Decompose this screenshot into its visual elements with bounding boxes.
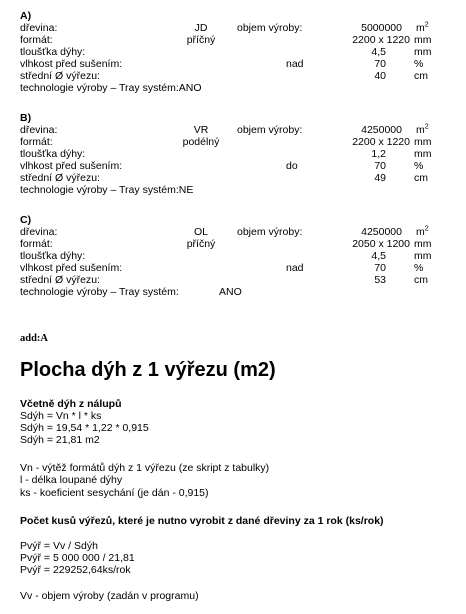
volume-unit-text: m — [416, 226, 425, 238]
moisture-unit: % — [414, 160, 424, 172]
section-letter: C) — [20, 214, 32, 226]
volume-unit-text: m — [416, 22, 425, 34]
volume-value: 5000000 — [361, 22, 402, 34]
wood-value: OL — [193, 226, 208, 238]
volume-unit — [416, 226, 429, 238]
volume-unit — [416, 124, 429, 136]
volume-value: 4250000 — [361, 124, 402, 136]
technology-line: technologie výroby – Tray systém:ANO — [20, 82, 202, 94]
cut-value: příčný — [186, 238, 216, 250]
thickness-unit: mm — [414, 148, 432, 160]
thickness-unit: mm — [414, 250, 432, 262]
format-unit: mm — [414, 34, 432, 46]
moisture-value: 70 — [374, 262, 386, 274]
volume-unit-superscript: 2 — [424, 123, 429, 131]
section-letter: B) — [20, 112, 32, 124]
legend-line: l - délka loupané dýhy — [20, 474, 123, 486]
block2-line: Pvýř = Vv / Sdýh — [20, 540, 98, 552]
thickness-value: 4,5 — [371, 46, 386, 58]
volume-label: objem výroby: — [237, 226, 303, 238]
volume-unit-superscript: 2 — [424, 21, 429, 29]
thickness-value: 1,2 — [371, 148, 386, 160]
block1-line: Sdýh = 19,54 * 1,22 * 0,915 — [20, 422, 149, 434]
moisture-unit: % — [414, 58, 424, 70]
thickness-label: tloušťka dýhy: — [20, 250, 86, 262]
wood-value: JD — [194, 22, 208, 34]
diameter-unit: cm — [414, 70, 428, 82]
diameter-unit: cm — [414, 274, 428, 286]
wood-value: VR — [193, 124, 209, 136]
block2-title: Počet kusů výřezů, které je nutno vyrobit z dané dřeviny za 1 rok (ks/rok) — [20, 515, 384, 527]
volume-unit — [416, 22, 429, 34]
diameter-value: 49 — [374, 172, 386, 184]
thickness-value: 4,5 — [371, 250, 386, 262]
volume-unit-text: m — [416, 124, 425, 136]
block1-title: Včetně dýh z nálupů — [20, 398, 122, 410]
format-label: formát: — [20, 238, 53, 250]
block2-line: Pvýř = 229252,64ks/rok — [20, 564, 131, 576]
moisture-value: 70 — [374, 58, 386, 70]
format-value: 2200 x 1220 — [352, 34, 410, 46]
moisture-label: vlhkost před sušením: — [20, 58, 123, 70]
format-value: 2200 x 1220 — [352, 136, 410, 148]
thickness-label: tloušťka dýhy: — [20, 46, 86, 58]
diameter-value: 53 — [374, 274, 386, 286]
volume-unit-superscript: 2 — [424, 225, 429, 233]
diameter-unit: cm — [414, 172, 428, 184]
format-unit: mm — [414, 238, 432, 250]
footer-note: Vv - objem výroby (zadán v programu) — [20, 590, 199, 602]
block1-line: Sdýh = 21,81 m2 — [20, 434, 100, 446]
cut-value: podélný — [182, 136, 220, 148]
volume-label: objem výroby: — [237, 124, 303, 136]
format-label: formát: — [20, 136, 53, 148]
diameter-label: střední Ø výřezu: — [20, 274, 100, 286]
moisture-label: vlhkost před sušením: — [20, 262, 123, 274]
moisture-unit: % — [414, 262, 424, 274]
diameter-label: střední Ø výřezu: — [20, 70, 100, 82]
legend-line: Vn - výtěž formátů dýh z 1 výřezu (ze skript z tabulky) — [20, 462, 270, 474]
section-letter: A) — [20, 10, 32, 22]
moisture-value: 70 — [374, 160, 386, 172]
main-heading: Plocha dýh z 1 výřezu (m2) — [20, 359, 276, 381]
format-label: formát: — [20, 34, 53, 46]
cut-value: příčný — [186, 34, 216, 46]
wood-label: dřevina: — [20, 22, 58, 34]
wood-label: dřevina: — [20, 226, 58, 238]
add-label: add:A — [20, 333, 49, 344]
volume-value: 4250000 — [361, 226, 402, 238]
moisture-modifier: do — [286, 160, 298, 172]
block1-line: Sdýh = Vn * l * ks — [20, 410, 102, 422]
thickness-label: tloušťka dýhy: — [20, 148, 86, 160]
format-unit: mm — [414, 136, 432, 148]
technology-value: ANO — [219, 286, 242, 298]
volume-label: objem výroby: — [237, 22, 303, 34]
block2-line: Pvýř = 5 000 000 / 21,81 — [20, 552, 135, 564]
moisture-modifier: nad — [286, 58, 304, 70]
technology-line: technologie výroby – Tray systém: — [20, 286, 179, 298]
format-value: 2050 x 1200 — [352, 238, 410, 250]
thickness-unit: mm — [414, 46, 432, 58]
diameter-label: střední Ø výřezu: — [20, 172, 100, 184]
legend-line: ks - koeficient sesychání (je dán - 0,915) — [20, 487, 209, 499]
moisture-modifier: nad — [286, 262, 304, 274]
diameter-value: 40 — [374, 70, 386, 82]
moisture-label: vlhkost před sušením: — [20, 160, 123, 172]
wood-label: dřevina: — [20, 124, 58, 136]
technology-line: technologie výroby – Tray systém:NE — [20, 184, 194, 196]
